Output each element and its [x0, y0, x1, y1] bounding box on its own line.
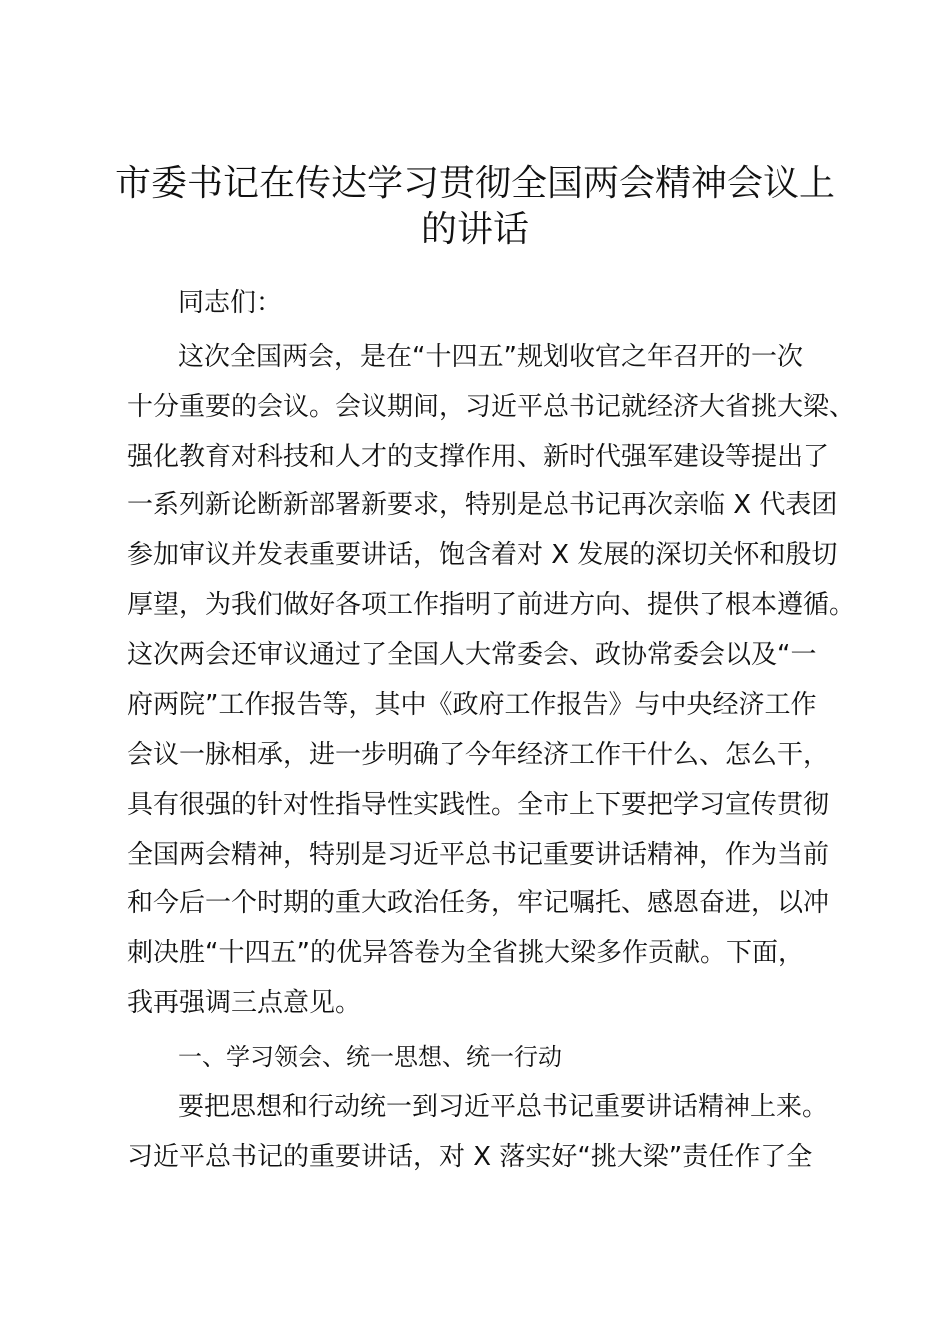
paragraph-line: 这次两会还审议通过了全国人大常委会、政协常委会以及“一	[127, 640, 817, 670]
paragraph-line: 和今后一个时期的重大政治任务，牢记嘱托、感恩奋进，以冲	[127, 888, 830, 918]
paragraph-line: 这次全国两会，是在“十四五”规划收官之年召开的一次	[178, 342, 803, 372]
paragraph-line: 我再强调三点意见。	[127, 988, 362, 1018]
paragraph-line: 厚望，为我们做好各项工作指明了前进方向、提供了根本遵循。	[127, 590, 856, 620]
paragraph-line: 习近平总书记的重要讲话，对 X 落实好“挑大梁”责任作了全	[127, 1142, 813, 1172]
paragraph-line: 要把思想和行动统一到习近平总书记重要讲话精神上来。	[178, 1092, 829, 1122]
paragraph-line: 参加审议并发表重要讲话，饱含着对 X 发展的深切关怀和殷切	[127, 540, 838, 570]
paragraph-line: 具有很强的针对性指导性实践性。全市上下要把学习宣传贯彻	[127, 790, 830, 820]
paragraph-line: 府两院”工作报告等，其中《政府工作报告》与中央经济工作	[127, 690, 817, 720]
section-heading: 一、学习领会、统一思想、统一行动	[178, 1043, 562, 1071]
salutation: 同志们：	[178, 288, 283, 318]
paragraph-line: 会议一脉相承，进一步明确了今年经济工作干什么、怎么干，	[127, 740, 830, 770]
paragraph-line: 一系列新论断新部署新要求，特别是总书记再次亲临 X 代表团	[127, 490, 838, 520]
paragraph-line: 十分重要的会议。会议期间，习近平总书记就经济大省挑大梁、	[127, 392, 856, 422]
paragraph-line: 强化教育对科技和人才的支撑作用、新时代强军建设等提出了	[127, 442, 830, 472]
paragraph-line: 刺决胜“十四五”的优异答卷为全省挑大梁多作贡献。下面，	[127, 938, 804, 968]
document-title-line-1: 市委书记在传达学习贯彻全国两会精神会议上	[114, 163, 835, 204]
paragraph-line: 全国两会精神，特别是习近平总书记重要讲话精神，作为当前	[127, 840, 830, 870]
document-title-line-2: 的讲话	[420, 209, 529, 250]
